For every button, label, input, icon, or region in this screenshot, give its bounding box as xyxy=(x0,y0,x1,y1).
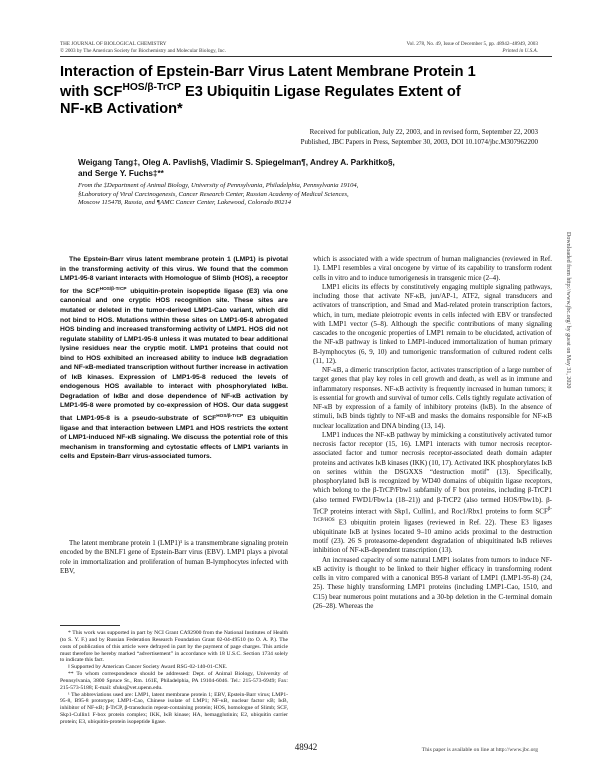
body-paragraph: An increased capacity of some natural LMP1 isolates from tumors to induce NF-κB activity is thought to be linked to their higher efficacy in transforming rodent cells in vitro compared with a canonical B95-8 variant of LMP1 (LMP1-95-8) (24, 25). These highly transforming LMP1 proteins (including LMP1-Cao, 1510, and C15) bear numerous point mutations and a 30-bp deletion in the C-terminal domain (26–28). Whereas the xyxy=(313,555,552,610)
correspondence-footnote: ** To whom correspondence should be addressed: Dept. of Animal Biology, University of Pennsylvania, 3800 Spruce St., Rm. 161E, Philadelphia, PA 19104-6046. Tel.: 215-573-6949; Fax: 215-573-5188; E-mail: sfuks@vet.upenn.edu. xyxy=(60,671,288,691)
page-number: 48942 xyxy=(294,742,318,752)
footer-url: This paper is available on line at http://www.jbc.org xyxy=(421,747,538,753)
body-paragraph: LMP1 induces the NF-κB pathway by mimicking a constitutively activated tumor necrosis factor receptor (15, 16). LMP1 interacts with tumor necrosis receptor-associated factor and tumor necrosis receptor-associated death domain adapter proteins and activates IκB kinases (IKK) (10, 17). Activated IKK phosphorylates IκB on serines within the DSGXXS “destruction motif” (13). Specifically, phosphorylated IκB is recognized by WD40 domains of ubiquitin ligase receptors, which belong to the β-TrCP/Fbw1 subfamily of F box proteins, including β-TrCP1 (also termed FWD1/Fbw1a (18–21)) and β-TrCP2 (also termed HOS/Fbw1b). β-TrCP proteins interact with Skp1, Cullin1, and Roc1/Rbx1 proteins to form $SCF^{\beta-TrCP/HOS}$ E3 ubiquitin protein ligases (reviewed in Ref. 22). These E3 ligases ubiquitinate IκB at lysines located 9–10 amino acids proximal to the destruction motif (23). 26 S proteasome-dependent degradation of ubiquitinated IκB relieves inhibition of NF-κB-dependent transcription (13). xyxy=(313,430,552,555)
abstract xyxy=(60,255,288,462)
affiliations: From the ‡Department of Animal Biology, University of Pennsylvania, Philadelphia, Pennsylvania 19104, §Laboratory of Viral Carcinogenesis, Cancer Research Center, Russian Academy of Medical Sciences, Moscow 115478, Russia, and ¶AMC Cancer Center, Lakewood, Colorado 80214 xyxy=(78,182,359,207)
journal-name: THE JOURNAL OF BIOLOGICAL CHEMISTRY xyxy=(60,41,167,47)
header-rule xyxy=(60,56,552,57)
abstract-text: The Epstein-Barr virus latent membrane protein 1 (LMP1) is pivotal in the transforming activity of this virus. We found that the common LMP1-95-8 variant interacts with Homologue of Slimb (HOS), a receptor for the $SCF^{HOS/\beta-TrCP}$ ubiquitin-protein isopeptide ligase (E3) via one canonical and one cryptic HOS recognition site. These sites are mutated or deleted in the tumor-derived LMP1-Cao variant, which did not bind to HOS. Mutations within these sites on LMP1-95-8 abrogated HOS binding and increased transforming activity of LMP1. HOS did not regulate stability of LMP1-95-8 unless it was mutated to bear additional lysine residues near the cryptic motif. LMP1 proteins that could not bind to HOS exhibited an increased ability to induce IκB degradation and NF-κB-mediated transcription without further increase in activation of IκB kinases. Expression of LMP1-95-8 reduced the levels of endogenous HOS available to interact with phosphorylated IκBα. Degradation of IκBα and dose dependence of NF-κB activation by LMP1-95-8 were promoted by co-expression of HOS. Our data suggest that LMP1-95-8 is a pseudo-substrate of $SCF^{HOS/\beta-TrCP}$ E3 ubiquitin ligase and that interaction between LMP1 and HOS restricts the extent of LMP1-induced NF-κB signaling. We discuss the potential role of this mechanism in transforming and cytostatic effects of LMP1 variants in cells and Epstein-Barr virus-associated tumors. xyxy=(60,256,289,461)
printed-info: Printed in U.S.A. xyxy=(502,47,538,54)
copyright: © 2003 by The American Society for Biochemistry and Molecular Biology, Inc. xyxy=(60,47,226,54)
introduction-left xyxy=(60,539,288,576)
author-list: Weigang Tang‡, Oleg A. Pavlish§, Vladimir S. Spiegelman¶, Andrey A. Parkhitko§, and Serge Y. Fuchs‡** xyxy=(78,158,395,178)
body-paragraph: which is associated with a wide spectrum of human malignancies (reviewed in Ref. 1). LMP1 resembles a viral oncogene by virtue of its capability to transform rodent cells in vitro and to induce tumorigenesis in transgenic mice (2–4). xyxy=(313,255,552,282)
footnotes xyxy=(60,630,288,726)
abbreviations-footnote: ¹ The abbreviations used are: LMP1, latent membrane protein 1; EBV, Epstein-Barr virus; LMP1-95-8, B95-8 prototype; LMP1-Cao, Chinese isolate of LMP1; NF-κB, nuclear factor κB; IκB, inhibitor of NF-κB; β-TrCP, β-transducin repeat-containing protein; HOS, homologue of Slimb; SCF, Skp1-Cullin1 F-box protein complex; IKK, IκB kinase; HA, hemagglutinin; E2, ubiquitin carrier protein; E3, ubiquitin-protein isopeptide ligase. xyxy=(60,691,288,725)
body-paragraph: LMP1 elicits its effects by constitutively engaging multiple signaling pathways, including those that activate NF-κB, jun/AP-1, ATF2, signal transducers and activators of transcription, and Smad and Mad-related protein transcription factors, which, in turn, mediate pleiotropic events in cells infected with EBV or transfected with LMP1 vector (5–8). Although the specific contributions of many signaling cascades to the oncogenic properties of LMP1 remain to be elucidated, activation of the NF-κB pathway is linked to LMP1-induced immortalization of human primary B-lymphocytes (6, 9, 10) and tumorigenic transformation of cultured rodent cells (11, 12). xyxy=(313,282,552,365)
support-footnote: ‖ Supported by American Cancer Society Award RSG-02-140-01-CNE. xyxy=(68,664,228,671)
intro-paragraph: The latent membrane protein 1 (LMP1)¹ is a transmembrane signaling protein encoded by the BNLF1 gene of Epstein-Barr virus (EBV). LMP1 plays a pivotal role in immortalization and proliferation of human B-lymphocytes infected with EBV, xyxy=(60,539,288,575)
issue-header xyxy=(407,41,538,54)
publication-dates: Received for publication, July 22, 2003, and in revised form, September 22, 2003 Published, JBC Papers in Press, September 30, 2003, DOI 10.1074/jbc.M307962200 xyxy=(300,128,538,146)
journal-header xyxy=(60,41,226,54)
volume-info: Vol. 278, No. 49, Issue of December 5, pp. 48942–48949, 2003 xyxy=(406,41,538,47)
funding-footnote: * This work was supported in part by NCI Grant CA92900 from the National Institutes of Health (to S. Y. F.) and by Russian Federation Research Foundation Grant 02-04-49510 (to O. A. P.). The costs of publication of this article were defrayed in part by the payment of page charges. This article must therefore be hereby marked “advertisement” in accordance with 18 U.S.C. Section 1734 solely to indicate this fact. xyxy=(60,630,288,664)
right-column xyxy=(313,255,552,611)
download-sidebar[interactable]: Downloaded from http://www.jbc.org/ by guest on May 31, 2020 xyxy=(565,232,571,389)
article-title: Interaction of Epstein-Barr Virus Latent Membrane Protein 1 with $SCF^{HOS/\beta-TrCP}$ E3 Ubiquitin Ligase Regulates Extent of NF-κB Activation* xyxy=(60,64,476,117)
body-paragraph: NF-κB, a dimeric transcription factor, activates transcription of a large number of target genes that play key roles in cell growth and death, as well as in immune and inflammatory responses. NF-κB activity is frequently increased in human tumors; it is essential for growth and survival of tumor cells. Cells tightly regulate activation of NF-κB by expression of a family of inhibitory proteins (IκB). In the absence of stimuli, IκB binds tightly to NF-κB and masks the domains responsible for NF-κB nuclear localization and DNA binding (13, 14). xyxy=(313,366,552,430)
footnote-rule xyxy=(60,625,120,626)
